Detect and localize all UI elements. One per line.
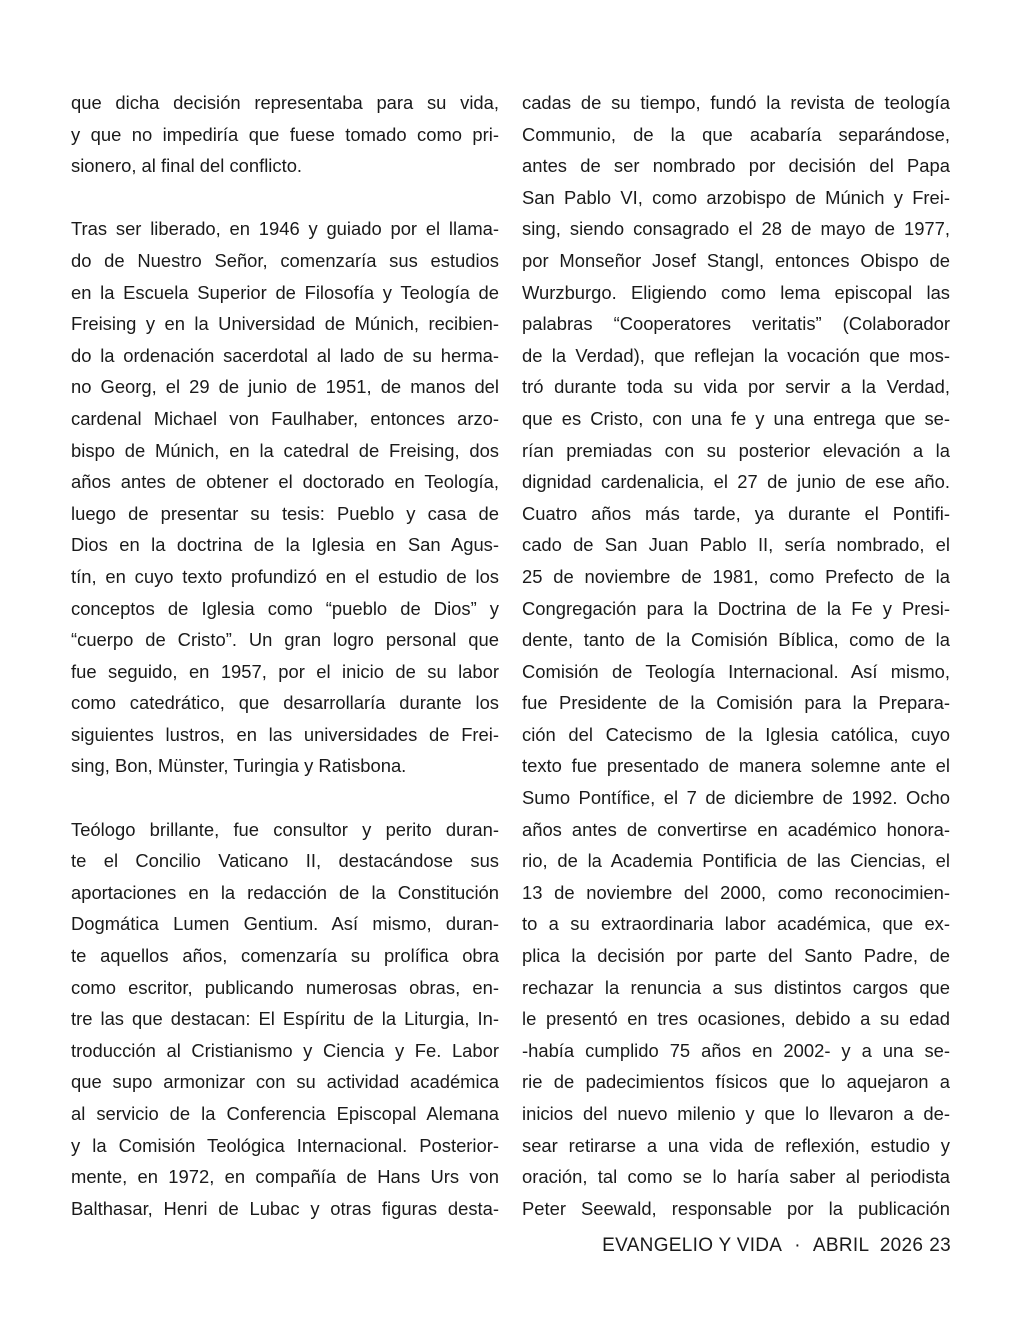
text-line: troducción al Cristianismo y Ciencia y Fe. Labor bbox=[71, 1039, 499, 1061]
text-line: Congregación para la Doctrina de la Fe y Presi- bbox=[522, 597, 950, 619]
text-line: Dogmática Lumen Gentium. Así mismo, duran- bbox=[71, 913, 499, 935]
text-line: Teólogo brillante, fue consultor y perito duran- bbox=[71, 818, 499, 840]
text-line: años antes de convertirse en académico honora- bbox=[522, 818, 950, 840]
left-text-column bbox=[71, 87, 499, 1224]
body-paragraph bbox=[522, 87, 950, 1224]
right-text-column bbox=[522, 87, 950, 1224]
text-line: Sumo Pontífice, el 7 de diciembre de 1992. Ocho bbox=[522, 787, 950, 809]
text-line: antes de ser nombrado por decisión del Papa bbox=[522, 155, 950, 177]
text-line: San Pablo VI, como arzobispo de Múnich y Frei- bbox=[522, 186, 950, 208]
body-paragraph bbox=[71, 213, 499, 782]
text-line: “cuerpo de Cristo”. Un gran logro personal que bbox=[71, 629, 499, 651]
text-line: -había cumplido 75 años en 2002- y a una se- bbox=[522, 1039, 950, 1061]
paragraph-gap bbox=[71, 782, 499, 814]
text-line: tre las que destacan: El Espíritu de la Liturgia, In- bbox=[71, 1008, 499, 1030]
text-line: palabras “Cooperatores veritatis” (Colaborador bbox=[522, 313, 950, 335]
text-line: 13 de noviembre del 2000, como reconocimien- bbox=[522, 881, 950, 903]
issue-date: ABRIL 2026 bbox=[812, 1235, 924, 1256]
text-line: Dios en la doctrina de la Iglesia en San Agus- bbox=[71, 534, 499, 556]
body-paragraph bbox=[71, 814, 499, 1225]
text-line: oración, tal como se lo haría saber al periodista bbox=[522, 1166, 950, 1188]
page-number: 23 bbox=[929, 1235, 951, 1256]
text-line: rie de padecimientos físicos que lo aquejaron a bbox=[522, 1071, 950, 1093]
body-paragraph bbox=[71, 87, 499, 182]
publication-name: EVANGELIO Y VIDA bbox=[602, 1235, 783, 1256]
text-line: y la Comisión Teológica Internacional. Posterior- bbox=[71, 1134, 499, 1156]
text-line: sear retirarse a una vida de reflexión, estudio y bbox=[522, 1134, 950, 1156]
text-line: Wurzburgo. Eligiendo como lema episcopal las bbox=[522, 281, 950, 303]
text-line: en la Escuela Superior de Filosofía y Teología de bbox=[71, 281, 499, 303]
text-line: como escritor, publicando numerosas obras, en- bbox=[71, 976, 499, 998]
text-line: cado de San Juan Pablo II, sería nombrado, el bbox=[522, 534, 950, 556]
text-line: por Monseñor Josef Stangl, entonces Obispo de bbox=[522, 249, 950, 271]
text-line: rían premiadas con su posterior elevación a la bbox=[522, 439, 950, 461]
text-line: Freising y en la Universidad de Múnich, recibien- bbox=[71, 313, 499, 335]
text-line: le presentó en tres ocasiones, debido a su edad bbox=[522, 1008, 950, 1030]
text-line: cardenal Michael von Faulhaber, entonces arzo- bbox=[71, 407, 499, 429]
text-line: do la ordenación sacerdotal al lado de su herma- bbox=[71, 344, 499, 366]
text-line: Peter Seewald, responsable por la publicación bbox=[522, 1197, 950, 1219]
text-line: Cuatro años más tarde, ya durante el Pontifi- bbox=[522, 502, 950, 524]
text-line: aportaciones en la redacción de la Constitución bbox=[71, 881, 499, 903]
text-line: como catedrático, que desarrollaría durante los bbox=[71, 692, 499, 714]
text-line: ción del Catecismo de la Iglesia católica, cuyo bbox=[522, 723, 950, 745]
text-line: sing, siendo consagrado el 28 de mayo de 1977, bbox=[522, 218, 950, 240]
text-line: que supo armonizar con su actividad académica bbox=[71, 1071, 499, 1093]
text-line: que dicha decisión representaba para su vida, bbox=[71, 92, 499, 113]
text-line: rio, de la Academia Pontificia de las Ciencias, el bbox=[522, 850, 950, 872]
text-line: fue Presidente de la Comisión para la Prepara- bbox=[522, 692, 950, 714]
text-line: años antes de obtener el doctorado en Teología, bbox=[71, 471, 499, 493]
text-line: sionero, al final del conflicto. bbox=[71, 155, 303, 177]
text-line: siguientes lustros, en las universidades de Frei- bbox=[71, 723, 499, 745]
text-line: luego de presentar su tesis: Pueblo y casa de bbox=[71, 502, 499, 524]
text-line: 25 de noviembre de 1981, como Prefecto de la bbox=[522, 565, 950, 587]
text-line: y que no impediría que fuese tomado como pri- bbox=[71, 123, 499, 145]
text-line: inicios del nuevo milenio y que lo llevaron a de- bbox=[522, 1103, 950, 1124]
text-line: tró durante toda su vida por servir a la Verdad, bbox=[522, 376, 950, 398]
page-footer bbox=[602, 1235, 951, 1257]
text-line: to a su extraordinaria labor académica, que ex- bbox=[522, 913, 950, 935]
text-line: conceptos de Iglesia como “pueblo de Dios” y bbox=[71, 597, 499, 619]
text-line: plica la decisión por parte del Santo Padre, de bbox=[522, 945, 950, 967]
text-line: te aquellos años, comenzaría su prolífica obra bbox=[71, 945, 499, 967]
text-line: no Georg, el 29 de junio de 1951, de manos del bbox=[71, 376, 499, 398]
text-line: Tras ser liberado, en 1946 y guiado por el llama- bbox=[71, 218, 499, 240]
text-line: Balthasar, Henri de Lubac y otras figuras desta- bbox=[71, 1197, 499, 1219]
text-line: rechazar la renuncia a sus distintos cargos que bbox=[522, 976, 950, 998]
text-line: do de Nuestro Señor, comenzaría sus estudios bbox=[71, 249, 499, 271]
text-line: al servicio de la Conferencia Episcopal Alemana bbox=[71, 1103, 499, 1124]
text-line: Communio, de la que acabaría separándose, bbox=[522, 123, 950, 145]
text-line: dignidad cardenalicia, el 27 de junio de ese año. bbox=[522, 471, 950, 493]
text-line: de la Verdad), que reflejan la vocación que mos- bbox=[522, 344, 950, 366]
paragraph-gap bbox=[71, 182, 499, 214]
footer-separator: · bbox=[794, 1235, 801, 1256]
text-line: fue seguido, en 1957, por el inicio de su labor bbox=[71, 660, 499, 682]
text-line: Comisión de Teología Internacional. Así mismo, bbox=[522, 660, 950, 682]
text-line: dente, tanto de la Comisión Bíblica, como de la bbox=[522, 629, 950, 651]
text-line: texto fue presentado de manera solemne ante el bbox=[522, 755, 950, 777]
text-line: te el Concilio Vaticano II, destacándose sus bbox=[71, 850, 499, 872]
text-line: bispo de Múnich, en la catedral de Freising, dos bbox=[71, 439, 499, 461]
text-line: sing, Bon, Münster, Turingia y Ratisbona. bbox=[71, 755, 407, 777]
text-line: que es Cristo, con una fe y una entrega que se- bbox=[522, 407, 950, 429]
text-line: mente, en 1972, en compañía de Hans Urs von bbox=[71, 1166, 499, 1188]
text-line: tín, en cuyo texto profundizó en el estudio de los bbox=[71, 565, 499, 587]
text-line: cadas de su tiempo, fundó la revista de teología bbox=[522, 92, 950, 113]
